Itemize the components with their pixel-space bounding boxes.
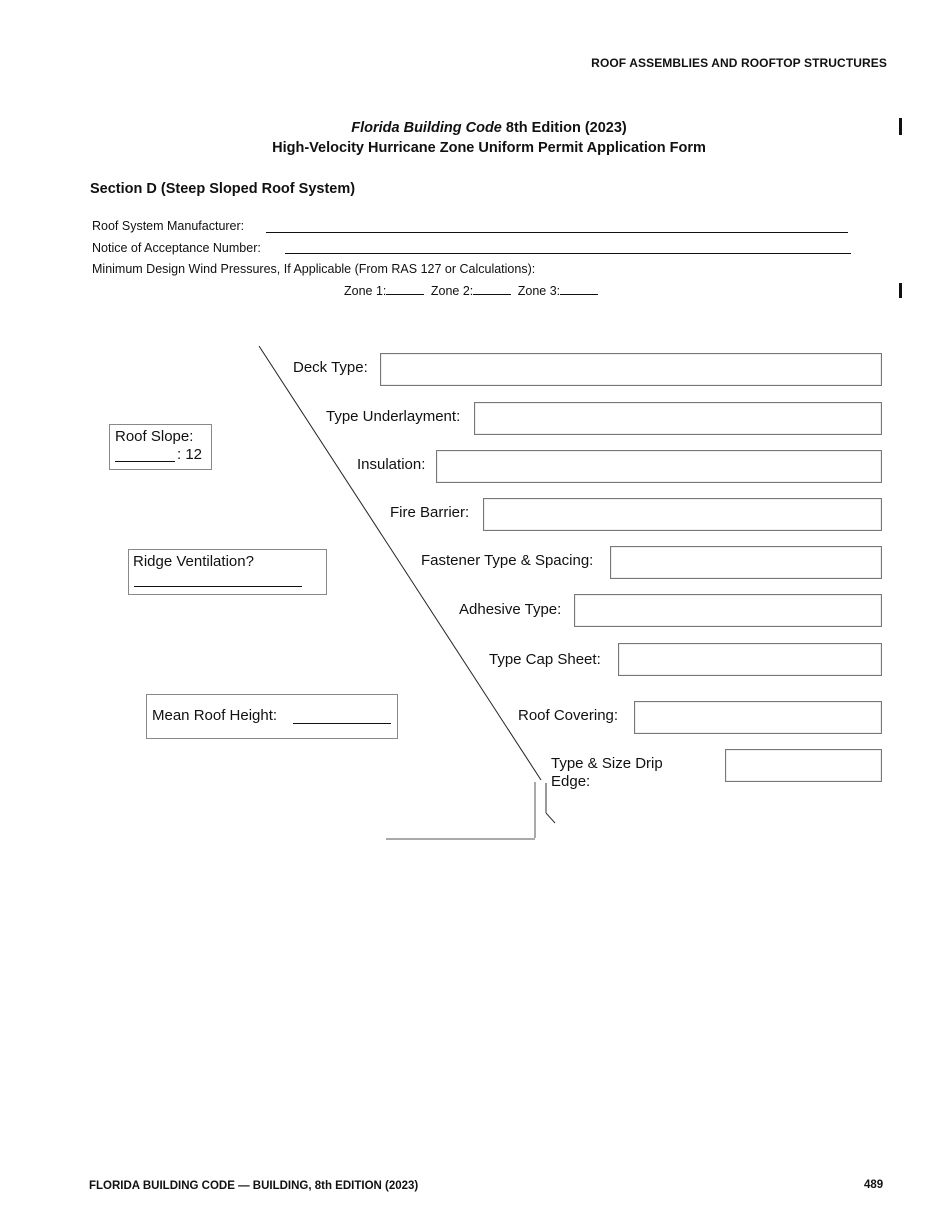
edition: 8th Edition (2023) bbox=[501, 120, 627, 136]
mean-roof-height-label: Mean Roof Height: bbox=[152, 707, 278, 724]
footer-code-title: FLORIDA BUILDING CODE — BUILDING, 8th EDITION (2023) bbox=[89, 1180, 419, 1192]
adhesive-box[interactable] bbox=[574, 594, 882, 627]
zone1-label: Zone 1: bbox=[344, 284, 387, 298]
fire-barrier-box[interactable] bbox=[483, 498, 882, 531]
running-header: ROOF ASSEMBLIES AND ROOFTOP STRUCTURES bbox=[591, 56, 887, 70]
drip-edge-label-line1: Type & Size Drip bbox=[551, 755, 663, 772]
roof-slope-box bbox=[109, 424, 212, 470]
zone2-label: Zone 2: bbox=[430, 284, 474, 298]
deck-type-box[interactable] bbox=[380, 353, 882, 386]
wind-pressure-label: Minimum Design Wind Pressures, If Applicable (From RAS 127 or Calculations): bbox=[92, 262, 536, 276]
cap-sheet-box[interactable] bbox=[618, 643, 882, 676]
roof-slope-field[interactable] bbox=[115, 461, 175, 462]
drip-edge-tip bbox=[546, 813, 555, 823]
underlayment-box[interactable] bbox=[474, 402, 882, 435]
code-name: Florida Building Code bbox=[351, 120, 502, 136]
ridge-ventilation-box bbox=[128, 549, 327, 595]
fire-barrier-label: Fire Barrier: bbox=[390, 504, 470, 521]
mean-roof-height-field[interactable] bbox=[293, 723, 391, 724]
cap-sheet-label: Type Cap Sheet: bbox=[489, 651, 601, 668]
ridge-ventilation-field[interactable] bbox=[134, 586, 302, 587]
insulation-box[interactable] bbox=[436, 450, 882, 483]
roof-covering-label: Roof Covering: bbox=[518, 707, 619, 724]
adhesive-label: Adhesive Type: bbox=[459, 601, 562, 618]
roof-covering-box[interactable] bbox=[634, 701, 882, 734]
roof-slope-suffix: : 12 bbox=[177, 446, 203, 463]
roof-slope-label: Roof Slope: bbox=[115, 428, 194, 445]
zone3-label: Zone 3: bbox=[517, 284, 561, 298]
manufacturer-label: Roof System Manufacturer: bbox=[92, 219, 245, 233]
page-number: 489 bbox=[864, 1179, 884, 1191]
fastener-label: Fastener Type & Spacing: bbox=[421, 552, 594, 569]
section-heading: Section D (Steep Sloped Roof System) bbox=[90, 181, 356, 197]
insulation-label: Insulation: bbox=[357, 456, 426, 473]
mean-roof-height-box bbox=[146, 694, 398, 739]
fastener-box[interactable] bbox=[610, 546, 882, 579]
noa-label: Notice of Acceptance Number: bbox=[92, 241, 261, 255]
deck-type-label: Deck Type: bbox=[293, 359, 368, 376]
drip-edge-label-line2: Edge: bbox=[551, 773, 591, 790]
drip-edge-box[interactable] bbox=[725, 749, 882, 782]
form-title-line2: High-Velocity Hurricane Zone Uniform Permit Application Form bbox=[272, 140, 706, 156]
ridge-ventilation-label: Ridge Ventilation? bbox=[133, 553, 254, 570]
underlayment-label: Type Underlayment: bbox=[326, 408, 461, 425]
